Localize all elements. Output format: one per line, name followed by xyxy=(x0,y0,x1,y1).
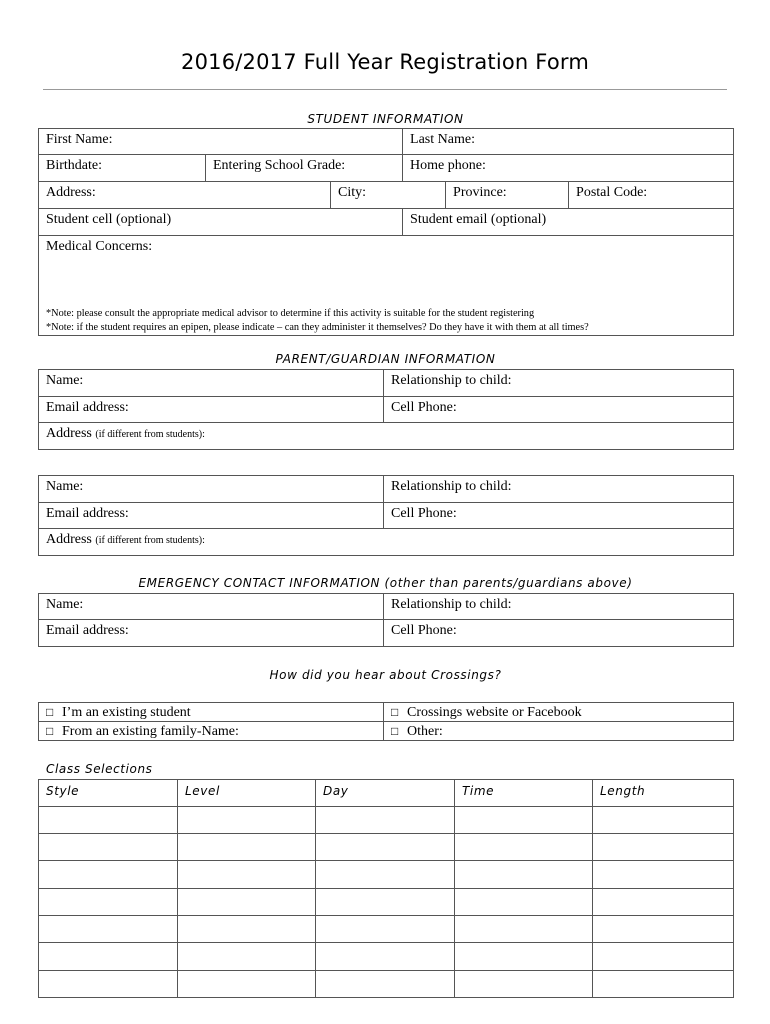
table-cell[interactable] xyxy=(39,834,178,861)
class-selections-label: Class Selections xyxy=(46,762,153,776)
table-row xyxy=(39,889,734,916)
home-phone-label: Home phone: xyxy=(410,158,486,173)
parent-2-name-label: Name: xyxy=(46,479,84,494)
address-label: Address: xyxy=(46,185,96,200)
student-cell-field[interactable] xyxy=(39,209,403,236)
table-cell[interactable] xyxy=(455,889,593,916)
table-cell[interactable] xyxy=(316,943,455,971)
table-cell[interactable] xyxy=(316,807,455,834)
birthdate-label: Birthdate: xyxy=(46,158,102,173)
parent-1-cell-field[interactable] xyxy=(384,397,734,423)
table-cell[interactable] xyxy=(593,889,734,916)
city-field[interactable] xyxy=(331,182,446,209)
hear-options-table xyxy=(38,702,734,741)
table-cell[interactable] xyxy=(39,861,178,889)
table-cell[interactable] xyxy=(178,807,316,834)
city-label: City: xyxy=(338,185,367,200)
emergency-relationship-label: Relationship to child: xyxy=(391,597,512,612)
table-cell[interactable] xyxy=(593,807,734,834)
col-header-length: Length xyxy=(593,780,734,807)
student-email-label: Student email (optional) xyxy=(410,212,547,227)
option-existing-student[interactable] xyxy=(39,703,384,722)
last-name-label: Last Name: xyxy=(410,132,475,147)
parent-1-address-note: (if different from students): xyxy=(95,429,205,440)
table-cell[interactable] xyxy=(455,861,593,889)
parent-1-address-label: Address xyxy=(46,426,92,441)
table-cell[interactable] xyxy=(39,971,178,998)
table-row xyxy=(39,943,734,971)
col-header-day: Day xyxy=(316,780,455,807)
table-cell[interactable] xyxy=(316,916,455,943)
option-website-facebook[interactable] xyxy=(384,703,734,722)
title-divider xyxy=(43,89,727,90)
option-existing-student-label: I’m an existing student xyxy=(62,705,191,720)
parent-2-relationship-label: Relationship to child: xyxy=(391,479,512,494)
table-cell[interactable] xyxy=(39,807,178,834)
medical-note-2: *Note: if the student requires an epipen, please indicate – can they administer it themselves? Do they have it with them at all times? xyxy=(46,322,589,333)
col-header-style: Style xyxy=(39,780,178,807)
home-phone-field[interactable] xyxy=(403,155,734,182)
table-cell[interactable] xyxy=(455,834,593,861)
hear-section-heading: How did you hear about Crossings? xyxy=(269,668,502,682)
province-label: Province: xyxy=(453,185,507,200)
table-cell[interactable] xyxy=(178,889,316,916)
col-header-time: Time xyxy=(455,780,593,807)
address-field[interactable] xyxy=(39,182,331,209)
table-cell[interactable] xyxy=(178,971,316,998)
student-cell-label: Student cell (optional) xyxy=(46,212,172,227)
grade-label: Entering School Grade: xyxy=(213,158,346,173)
table-row xyxy=(39,916,734,943)
parent-2-cell-field[interactable] xyxy=(384,503,734,529)
emergency-table xyxy=(38,593,734,647)
table-cell[interactable] xyxy=(39,943,178,971)
table-cell[interactable] xyxy=(316,834,455,861)
table-cell[interactable] xyxy=(455,916,593,943)
table-cell[interactable] xyxy=(39,916,178,943)
birthdate-field[interactable] xyxy=(39,155,206,182)
parent-2-relationship-field[interactable] xyxy=(384,476,734,503)
option-existing-family-label: From an existing family-Name: xyxy=(62,724,239,739)
emergency-cell-label: Cell Phone: xyxy=(391,623,457,638)
option-other[interactable] xyxy=(384,722,734,741)
parent-2-email-label: Email address: xyxy=(46,506,129,521)
table-cell[interactable] xyxy=(593,971,734,998)
parent-1-name-field[interactable] xyxy=(39,370,384,397)
table-cell[interactable] xyxy=(455,971,593,998)
emergency-section-heading: EMERGENCY CONTACT INFORMATION (other than parents/guardians above) xyxy=(138,576,633,590)
parent-2-address-label: Address xyxy=(46,532,92,547)
student-email-field[interactable] xyxy=(403,209,734,236)
parent-2-address-note: (if different from students): xyxy=(95,535,205,546)
last-name-field[interactable] xyxy=(403,129,734,155)
province-field[interactable] xyxy=(446,182,569,209)
table-cell[interactable] xyxy=(455,807,593,834)
parent-1-name-label: Name: xyxy=(46,373,84,388)
parent-2-table xyxy=(38,475,734,556)
table-cell[interactable] xyxy=(593,834,734,861)
parent-2-address-field[interactable] xyxy=(39,529,734,556)
table-cell[interactable] xyxy=(593,861,734,889)
table-row xyxy=(39,971,734,998)
table-cell[interactable] xyxy=(178,861,316,889)
table-cell[interactable] xyxy=(316,971,455,998)
emergency-cell-field[interactable] xyxy=(384,620,734,647)
table-cell[interactable] xyxy=(593,943,734,971)
emergency-email-field[interactable] xyxy=(39,620,384,647)
checkbox-icon[interactable]: □ xyxy=(391,724,399,738)
emergency-name-field[interactable] xyxy=(39,594,384,620)
medical-note-1: *Note: please consult the appropriate medical advisor to determine if this activity is suitable for the student registering xyxy=(46,308,535,319)
emergency-relationship-field[interactable] xyxy=(384,594,734,620)
postal-code-label: Postal Code: xyxy=(576,185,648,200)
parent-2-cell-label: Cell Phone: xyxy=(391,506,457,521)
parent-1-email-label: Email address: xyxy=(46,400,129,415)
table-cell[interactable] xyxy=(178,916,316,943)
grade-field[interactable] xyxy=(206,155,403,182)
table-cell[interactable] xyxy=(39,889,178,916)
emergency-email-label: Email address: xyxy=(46,623,129,638)
first-name-field[interactable] xyxy=(39,129,403,155)
option-website-facebook-label: Crossings website or Facebook xyxy=(407,705,582,720)
parent-1-relationship-field[interactable] xyxy=(384,370,734,397)
medical-concerns-field[interactable] xyxy=(39,236,734,336)
table-cell[interactable] xyxy=(178,943,316,971)
option-other-label: Other: xyxy=(407,724,443,739)
medical-concerns-label: Medical Concerns: xyxy=(46,239,153,254)
parent-1-address-field[interactable] xyxy=(39,423,734,450)
table-cell[interactable] xyxy=(455,943,593,971)
table-cell[interactable] xyxy=(316,889,455,916)
parent-1-table xyxy=(38,369,734,450)
option-existing-family[interactable] xyxy=(39,722,384,741)
postal-code-field[interactable] xyxy=(569,182,734,209)
col-header-level: Level xyxy=(178,780,316,807)
first-name-label: First Name: xyxy=(46,132,113,147)
table-cell[interactable] xyxy=(593,916,734,943)
class-selections-table xyxy=(38,779,734,998)
parent-1-relationship-label: Relationship to child: xyxy=(391,373,512,388)
parent-section-heading: PARENT/GUARDIAN INFORMATION xyxy=(275,352,496,366)
table-row xyxy=(39,807,734,834)
table-row xyxy=(39,834,734,861)
table-cell[interactable] xyxy=(316,861,455,889)
parent-1-cell-label: Cell Phone: xyxy=(391,400,457,415)
student-info-table xyxy=(38,128,734,336)
parent-2-name-field[interactable] xyxy=(39,476,384,503)
checkbox-icon[interactable]: □ xyxy=(391,705,399,719)
form-title: 2016/2017 Full Year Registration Form xyxy=(181,50,589,74)
checkbox-icon[interactable]: □ xyxy=(46,724,54,738)
parent-2-email-field[interactable] xyxy=(39,503,384,529)
table-row xyxy=(39,861,734,889)
table-cell[interactable] xyxy=(178,834,316,861)
checkbox-icon[interactable]: □ xyxy=(46,705,54,719)
student-section-heading: STUDENT INFORMATION xyxy=(307,112,464,126)
emergency-name-label: Name: xyxy=(46,597,84,612)
parent-1-email-field[interactable] xyxy=(39,397,384,423)
